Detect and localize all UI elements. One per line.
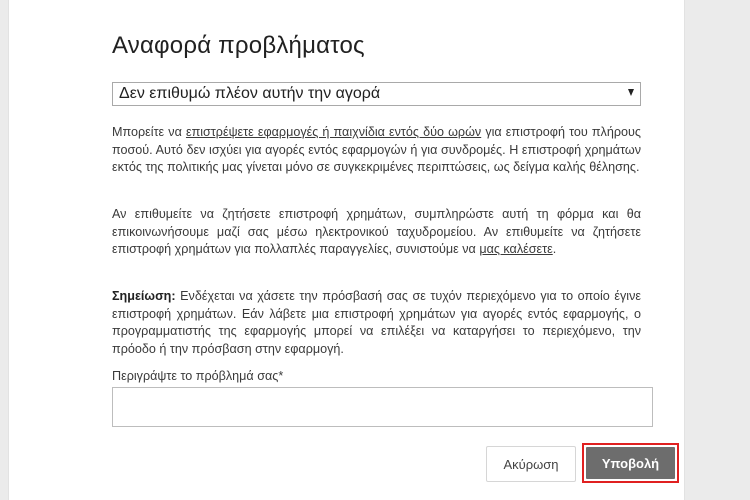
call-us-link[interactable]: μας καλέσετε xyxy=(479,242,553,257)
cancel-button[interactable]: Ακύρωση xyxy=(486,446,576,482)
submit-button[interactable]: Υποβολή xyxy=(586,447,675,479)
reason-select[interactable] xyxy=(112,82,641,106)
note-paragraph xyxy=(112,288,641,359)
dialog-title: Αναφορά προβλήματος xyxy=(112,32,365,59)
dropdown-arrow-icon xyxy=(628,89,634,96)
note-text: Ενδέχεται να χάσετε την πρόσβασή σας σε τυχόν περιεχόμενο για το οποίο έγινε επιστροφή χρημάτων. Εάν λάβετε μια επιστροφή χρημάτων για αγορές εντός εφαρμογής, ο προγραμματιστής της εφαρμογής μπορεί να επιλέξει να καταργήσει το περιεχόμενο, την πρόοδο ή την πρόσβαση στην εφαρμογή. xyxy=(112,289,641,357)
paragraph-text: για επιστροφή του πλήρους ποσού. Αυτό δεν ισχύει για αγορές εντός εφαρμογών ή για συνδρομές. Η επιστροφή χρημάτων εκτός της πολιτικής μας γίνεται μόνο σε συγκεκριμένες περιπτώσεις, ως δείγμα καλής θέλησης. xyxy=(112,125,641,175)
description-label: Περιγράψτε το πρόβλημά σας* xyxy=(112,369,284,383)
return-apps-link[interactable]: επιστρέψετε εφαρμογές ή παιχνίδια εντός δύο ωρών xyxy=(185,125,482,139)
description-input[interactable] xyxy=(112,387,653,427)
reason-select-value: Δεν επιθυμώ πλέον αυτήν την αγορά xyxy=(119,85,381,102)
paragraph-text: Αν επιθυμείτε να ζητήσετε επιστροφή χρημάτων, συμπληρώστε αυτή τη φόρμα και θα επικοινωνήσουμε μαζί σας μέσω ηλεκτρονικού ταχυδρομείου. Αν επιθυμείτε να ζητήσετε επιστροφή χρημάτων για πολλαπλές παραγγελίες, συνιστούμε να xyxy=(112,207,641,257)
note-label: Σημείωση: xyxy=(112,289,176,303)
refund-request-paragraph xyxy=(112,206,641,259)
report-problem-dialog xyxy=(8,0,685,500)
paragraph-text: . xyxy=(552,242,557,257)
refund-policy-paragraph xyxy=(112,124,641,177)
submit-button-highlight[interactable] xyxy=(582,443,679,483)
paragraph-text: Μπορείτε να xyxy=(112,125,186,139)
